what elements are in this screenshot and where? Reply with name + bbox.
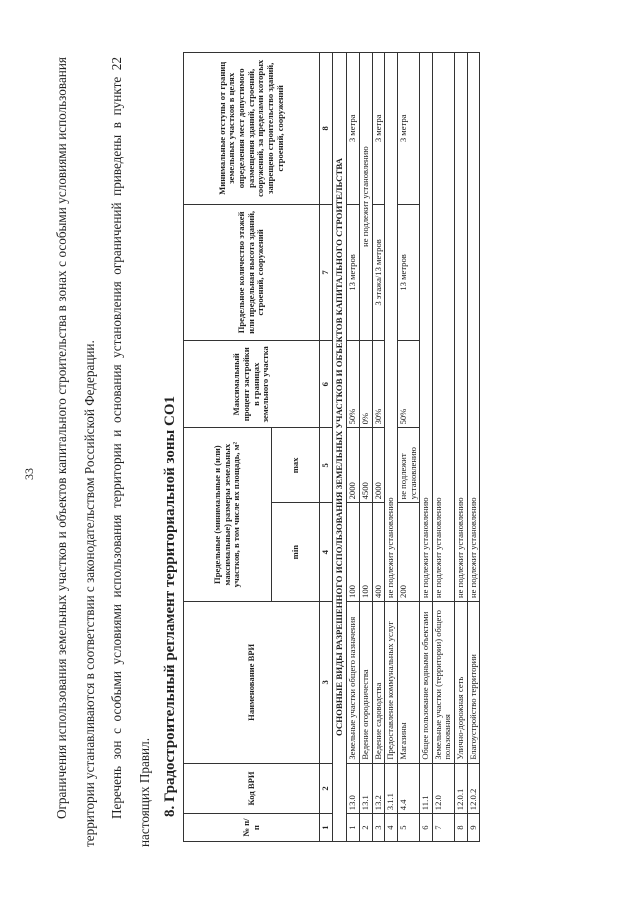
row-number: 7 xyxy=(432,814,454,842)
vri-code: 12.0.2 xyxy=(467,763,480,814)
header-number: № п/п xyxy=(184,814,320,842)
table-row xyxy=(467,53,480,842)
max-area: 2000 xyxy=(347,428,360,503)
vri-code: 4.4 xyxy=(397,763,419,814)
vri-code: 3.1.1 xyxy=(385,763,398,814)
section-heading: 8. Градостроительный регламент территориальной зоны СО1 xyxy=(162,395,178,817)
table-row xyxy=(372,53,385,842)
vri-code: 11.1 xyxy=(420,763,433,814)
row-number: 2 xyxy=(360,814,373,842)
not-set-text: не подлежит установлению xyxy=(455,53,468,602)
intro-paragraph-2: Перечень зон с особыми условиями использования территории и основания установления ограничений приведены в пункте 22 настоящих Правил. xyxy=(109,57,152,847)
header-name: Наименование ВРИ xyxy=(184,601,320,763)
intro-text xyxy=(48,57,158,847)
section-title: ОСНОВНЫЕ ВИДЫ РАЗРЕШЕННОГО ИСПОЛЬЗОВАНИЯ ЗЕМЕЛЬНЫХ УЧАСТКОВ И ОБЪЕКТОВ КАПИТАЛЬНОГО СТРОИТЕЛЬСТВА xyxy=(332,53,347,842)
header-floors: Предельное количество этажей или предельная высота зданий, строений, сооружений xyxy=(184,204,320,340)
col-number: 8 xyxy=(320,53,333,205)
header-sizes: Предельные (минимальные и (или) максимальные) размеры земельных участков, в том числе их площадь, м² xyxy=(184,428,272,602)
col-number: 4 xyxy=(320,503,333,602)
min-area: 200 xyxy=(397,503,419,602)
col-number: 1 xyxy=(320,814,333,842)
col-number: 6 xyxy=(320,341,333,428)
setback: 3 метра xyxy=(372,53,385,205)
min-area: 100 xyxy=(360,503,373,602)
build-percent: 50% xyxy=(347,341,360,428)
setback: 3 метра xyxy=(347,53,360,205)
regulation-table xyxy=(183,52,480,842)
setback: 3 метра xyxy=(397,53,419,205)
column-number-row xyxy=(320,53,333,842)
header-code: Код ВРИ xyxy=(184,763,320,814)
row-number: 4 xyxy=(385,814,398,842)
vri-name: Улично-дорожная сеть xyxy=(455,601,468,763)
not-set-text: не подлежит установлению xyxy=(432,53,454,602)
page-number: 33 xyxy=(22,468,36,480)
vri-code: 13.1 xyxy=(360,763,373,814)
vri-name: Предоставление коммунальных услуг xyxy=(385,601,398,763)
header-build-percent: Максимальный процент застройки в границах земельного участка xyxy=(184,341,320,428)
header-min: min xyxy=(272,503,320,602)
intro-paragraph-1: Ограничения использования земельных участков и объектов капитального строительства в зонах с особыми условиями использования территории устанавливаются в соответствии с законодательством Российской Федерации. xyxy=(54,57,97,847)
build-percent: 30% xyxy=(372,341,385,428)
floor-limit: 13 метров xyxy=(347,204,360,340)
vri-name: Ведение огородничества xyxy=(360,601,373,763)
vri-name: Благоустройство территории xyxy=(467,601,480,763)
col-number: 5 xyxy=(320,428,333,503)
table-row xyxy=(347,53,360,842)
not-set-text: не подлежит установлению xyxy=(467,53,480,602)
table-row xyxy=(397,53,419,842)
table-row xyxy=(420,53,433,842)
col-number: 2 xyxy=(320,763,333,814)
build-percent: 0% xyxy=(360,341,373,428)
col-number: 3 xyxy=(320,601,333,763)
row-number: 6 xyxy=(420,814,433,842)
col-number: 7 xyxy=(320,204,333,340)
min-area: 100 xyxy=(347,503,360,602)
table-body xyxy=(347,53,480,842)
header-setbacks: Минимальные отступы от границ земельных участков в целях определения мест допустимого размещения зданий, строений, сооружений, за пределами которых запрещено строительство зданий, строений, сооружений xyxy=(184,53,320,205)
header-max: max xyxy=(272,428,320,503)
max-area: 2000 xyxy=(372,428,385,503)
row-number: 1 xyxy=(347,814,360,842)
table-row xyxy=(360,53,373,842)
row-number: 3 xyxy=(372,814,385,842)
not-set-text: не подлежит установлению xyxy=(420,53,433,602)
max-area: не подлежит установлению xyxy=(397,428,419,503)
vri-name: Ведение садоводства xyxy=(372,601,385,763)
section-row xyxy=(332,53,347,842)
max-area: 4500 xyxy=(360,428,373,503)
not-set-text: не подлежит установлению xyxy=(385,53,398,602)
vri-code: 13.2 xyxy=(372,763,385,814)
min-area: 400 xyxy=(372,503,385,602)
row-number: 8 xyxy=(455,814,468,842)
table-row xyxy=(455,53,468,842)
floor-limit: 13 метров xyxy=(397,204,419,340)
vri-name: Общее пользование водными объектами xyxy=(420,601,433,763)
floor-limit: 3 этажа/13 метров xyxy=(372,204,385,340)
vri-code: 13.0 xyxy=(347,763,360,814)
build-percent: 50% xyxy=(397,341,419,428)
not-set-text: не подлежит установлению xyxy=(360,53,373,341)
row-number: 5 xyxy=(397,814,419,842)
vri-name: Магазины xyxy=(397,601,419,763)
table-row xyxy=(385,53,398,842)
vri-name: Земельные участки (территории) общего пользования xyxy=(432,601,454,763)
vri-name: Земельные участки общего назначения xyxy=(347,601,360,763)
vri-code: 12.0.1 xyxy=(455,763,468,814)
table-row xyxy=(432,53,454,842)
row-number: 9 xyxy=(467,814,480,842)
vri-code: 12.0 xyxy=(432,763,454,814)
